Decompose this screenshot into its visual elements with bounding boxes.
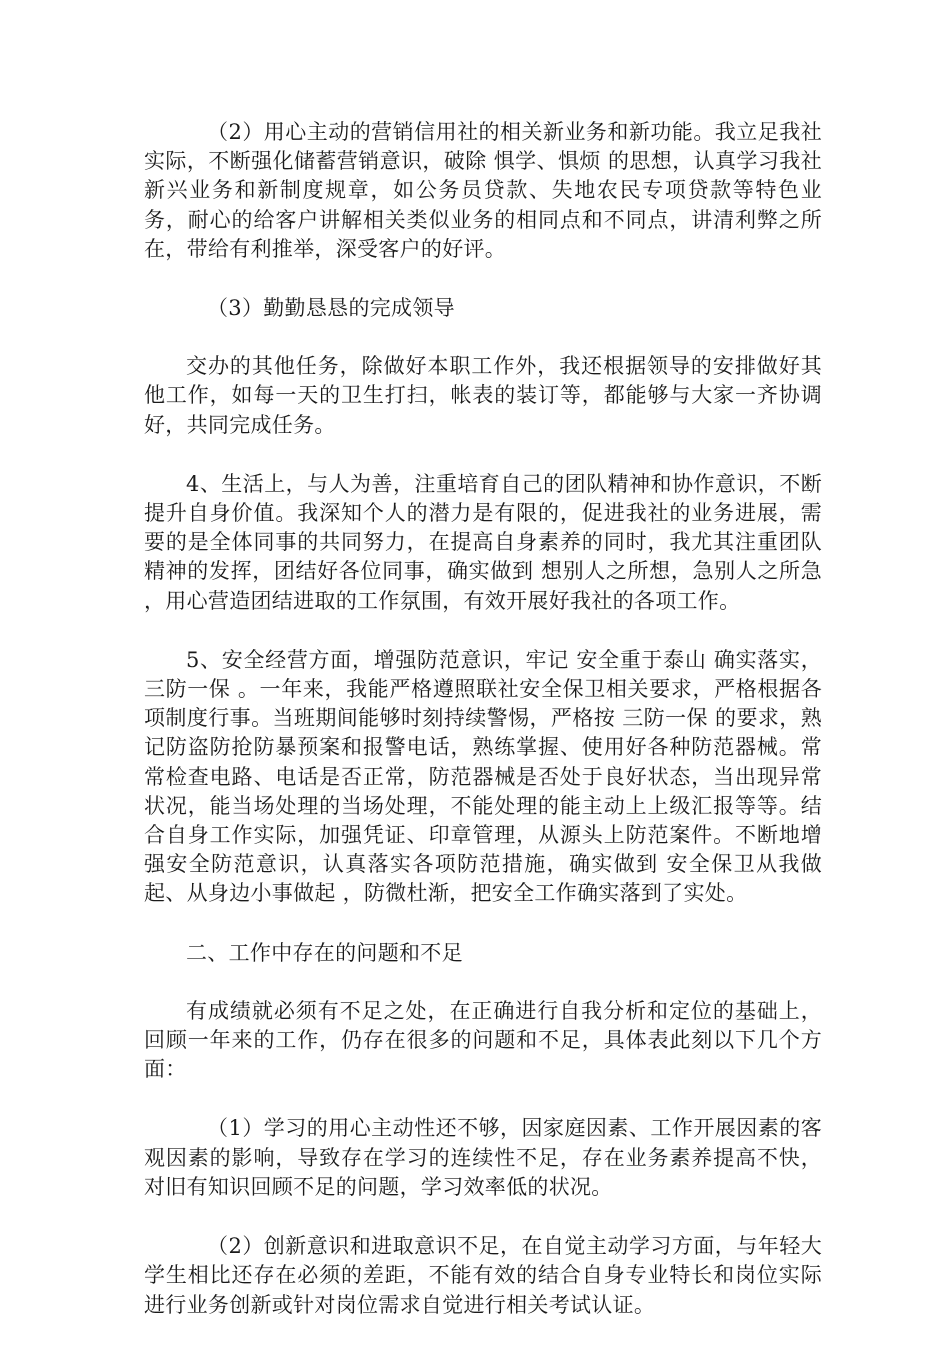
document-body (144, 118, 822, 1350)
paragraph-marketing-new-business: （2）用心主动的营销信用社的相关新业务和新功能。我立足我社实际，不断强化储蓄营销意识，破除 惧学、惧烦 的思想，认真学习我社新兴业务和新制度规章，如公务员贷款、失地农民专项贷款等特色业务，耐心的给客户讲解相关类似业务的相同点和不同点，讲清利弊之所在，带给有利推举，深受客户的好评。 (144, 120, 822, 261)
paragraph-team-spirit: 4、生活上，与人为善，注重培育自己的团队精神和协作意识，不断提升自身价值。我深知个人的潜力是有限的，促进我社的业务进展，需要的是全体同事的共同努力，在提高自身素养的同时，我尤其注重团队精神的发挥，团结好各位同事，确实做到 想别人之所想，急别人之所急 ，用心营造团结进取的工作氛围，有效开展好我社的各项工作。 (144, 471, 822, 613)
paragraph-security: 5、安全经营方面，增强防范意识，牢记 安全重于泰山 确实落实， 三防一保 。一年来，我能严格遵照联社安全保卫相关要求，严格根据各项制度行事。当班期间能够时刻持续警惕，严格按 三防一保 的要求，熟记防盗防抢防暴预案和报警电话，熟练掌握、使用好各种防范器械。常常检查电路、电话是否正常，防范器械是否处于良好状态，当出现异常状况，能当场处理的当场处理，不能处理的能主动上上级汇报等等。结合自身工作实际，加强凭证、印章管理，从源头上防范案件。不断地增强安全防范意识，认真落实各项防范措施，确实做到 安全保卫从我做起、从身边小事做起 ，防微杜渐，把安全工作确实落到了实处。 (144, 647, 822, 906)
section-heading-problems: 二、工作中存在的问题和不足 (186, 940, 463, 965)
paragraph-problem-learning: （1）学习的用心主动性还不够，因家庭因素、工作开展因素的客观因素的影响，导致存在学习的连续性不足，存在业务素养提高不快，对旧有知识回顾不足的问题，学习效率低的状况。 (144, 1116, 822, 1199)
paragraph-problems-intro: 有成绩就必须有不足之处，在正确进行自我分析和定位的基础上，回顾一年来的工作，仍存在很多的问题和不足，具体表此刻以下几个方面： (144, 998, 822, 1082)
paragraph-heading-complete-tasks: （3）勤勤恳恳的完成领导 (207, 296, 455, 321)
paragraph-other-tasks: 交办的其他任务，除做好本职工作外，我还根据领导的安排做好其他工作，如每一天的卫生打扫，帐表的装订等，都能够与大家一齐协调好，共同完成任务。 (144, 354, 822, 437)
paragraph-problem-innovation: （2）创新意识和进取意识不足，在自觉主动学习方面，与年轻大学生相比还存在必须的差距，不能有效的结合自身专业特长和岗位实际进行业务创新或针对岗位需求自觉进行相关考试认证。 (144, 1234, 822, 1317)
